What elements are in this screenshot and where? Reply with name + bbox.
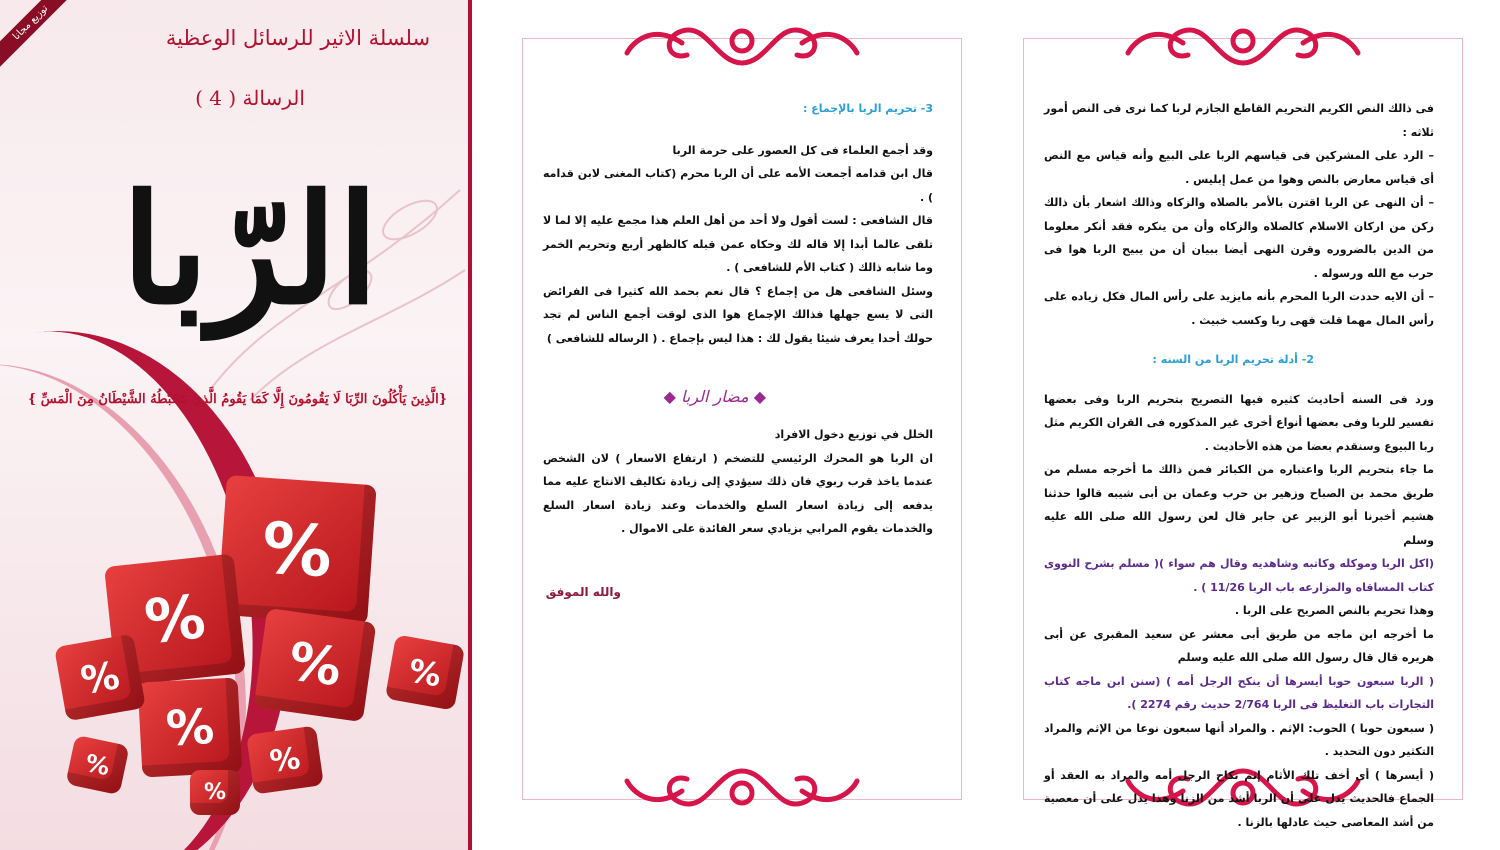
- paragraph: ان الربا هو المحرك الرئيسي للتضخم ( ارتفاع الاسعار ) لان الشخص عندما ياخذ قرب ربوي فان ذلك سيؤدي إلى زيادة تكاليف الانتاج عليه مما يدفعه إلى زيادة اسعار السلع والخدمات وعند زيادة اسعار السلع والخدمات يقوم المرابي بزيادي سعر الفائدة على الاموال .: [543, 451, 933, 535]
- percent-cube-icon: %: [54, 634, 146, 722]
- paragraph: ورد فى السنه أحاديث كثيره فيها التصريح بتحريم الربا وفى بعضها تفسير للربا وفى بعضها أنواع أخرى غير المذكوره فى القران الكريم مثل ربا البيوع وسنقدم بعضا من هذه الأحاديث .: [1044, 392, 1434, 453]
- harms-heading: ◆ مضار الربا ◆: [663, 387, 766, 406]
- signature: والله الموفق: [545, 585, 621, 599]
- paragraph: قال ابن قدامه أجمعت الأمه على أن الربا محرم (كتاب المغنى لابن قدامه ) .: [543, 167, 933, 204]
- cover-panel: [0, 0, 472, 850]
- right-text-block: [1044, 97, 1434, 834]
- series-title: سلسلة الاثير للرسائل الوعظية: [165, 26, 431, 50]
- free-distribution-ribbon: توزيع مجانا: [0, 0, 76, 68]
- percent-cube-icon: %: [190, 770, 240, 815]
- paragraph: وقد أجمع العلماء فى كل العصور على حرمة الربا: [672, 143, 933, 157]
- ijma-heading: 3- تحريم الربا بالإجماع :: [803, 102, 933, 115]
- paragraph: وسئل الشافعى هل من إجماع ؟ قال نعم بحمد الله كثيرا فى الفرائض التى لا يسع جهلها فذالك الإجماع هوا الذى لوقت أجمع الناس لم تجد حولك أحدا يعرف شيئا يقول لك : هذا ليس بإجماع . ( الرساله للشافعى ): [543, 284, 933, 345]
- paragraph: وهذا تحريم بالنص الصريح على الربا .: [1234, 604, 1434, 617]
- hadith-quote: ( الربا سبعون حوبا أيسرها أن ينكح الرجل أمه ) (سنن ابن ماجه كتاب التجارات باب التغليظ فى الربا 2/764 حديث رقم 2274 ).: [1044, 674, 1434, 711]
- percent-cube-icon: %: [217, 475, 376, 625]
- paragraph: – الرد على المشركين فى قياسهم الربا على البيع وأنه قياس مع النص أى قياس معارض بالنص وهوا من عمل إبليس .: [1044, 149, 1434, 186]
- floral-ornament-icon: [622, 761, 862, 821]
- middle-text-block: [543, 97, 933, 350]
- paragraph: – أن الايه حددت الربا المحرم بأنه مايزيد على رأس المال فكل زياده على رأس المال مهما قلت فهى ربا وكسب خبيث .: [1044, 290, 1434, 327]
- harms-text-block: [543, 423, 933, 541]
- cover-big-title: الرّبا: [121, 162, 379, 338]
- paragraph: ما جاء بتحريم الربا واعتباره من الكبائر فمن ذالك ما أخرجه مسلم من طريق محمد بن الصباح وزهير بن حرب وعمان بن أبى شيبه قالوا حدثنا هشيم أخبرنا أبو الزبير عن جابر قال لعن رسول الله صلى الله عليه وسلم: [1044, 463, 1434, 547]
- paragraph: ( أيسرها ) أى أخف تلك الأثام إثم نكاح الرجل أمه والمراد به العقد أو الجماع فالحديث يدل على أن الربا أشد من الزنا وهذا يدل على أن معصية من أشد المعاصى حيث عادلها بالزنا .: [1044, 768, 1434, 829]
- percent-cube-icon: %: [246, 725, 324, 794]
- paragraph: قال الشافعى : لست أقول ولا أحد من أهل العلم هذا مجمع عليه إلا لما لا تلقى عالما أبدا إلا قاله لك وحكاه عمن قبله كالظهر أربع وتحريم الخمر وما شابه ذالك ( كتاب الأم للشافعى ) .: [543, 214, 933, 274]
- percent-cube-icon: %: [138, 677, 243, 777]
- harms-subheading: الخلل في توزيع دخول الافراد: [774, 428, 933, 441]
- message-number: الرسالة ( 4 ): [195, 86, 305, 110]
- percent-cube-icon: %: [65, 735, 129, 795]
- right-text-column: [1023, 38, 1463, 829]
- floral-ornament-icon: [622, 13, 862, 73]
- paragraph: فى ذالك النص الكريم التحريم القاطع الجازم لربا كما نرى فى النص أمور ثلاثه :: [1044, 102, 1434, 139]
- paragraph: ما أخرجه ابن ماجه من طريق أبى معشر عن سعيد المقبرى عن أبى هريره قال قال رسول الله صلى الله عليه وسلم: [1044, 627, 1434, 664]
- percent-cube-icon: %: [104, 554, 246, 687]
- percent-cubes-illustration: [0, 470, 472, 850]
- quran-verse: {الَّذِينَ يَأْكُلُونَ الرِّبَا لَا يَقُومُونَ إِلَّا كَمَا يَقُومُ الَّذِي يَتَخَبَّطُهُ الشَّيْطَانُ مِنَ الْمَسِّ }: [27, 392, 448, 407]
- percent-cube-icon: %: [385, 634, 465, 710]
- sunnah-heading: 2- أدلة تحريم الربا من السنه :: [1152, 353, 1314, 366]
- hadith-quote: (اكل الربا وموكله وكاتبه وشاهديه وقال هم سواء )( مسلم بشرح النووى كتاب المساقاه والمزارعه باب الربا 11/26 ) .: [1044, 557, 1434, 594]
- percent-cube-icon: %: [254, 608, 377, 722]
- middle-text-column: [522, 38, 962, 800]
- paragraph: ( سبعون حوبا ) الحوب: الإثم . والمراد أنها سبعون نوعا من الإثم والمراد التكثير دون التحديد .: [1044, 721, 1434, 758]
- paragraph: – أن النهى عن الربا اقترن بالأمر بالصلاه والزكاه وذالك اشعار بأن ذالك ركن من اركان الاسلام كالصلاه والزكاه وأن من ينكره فقد أنكر معلوما من الدين بالضروره وقرن النهى أيضا ببيان أن من يبيح الربا هوا فى حرب مع الله ورسوله .: [1044, 196, 1434, 280]
- floral-ornament-icon: [1123, 13, 1363, 73]
